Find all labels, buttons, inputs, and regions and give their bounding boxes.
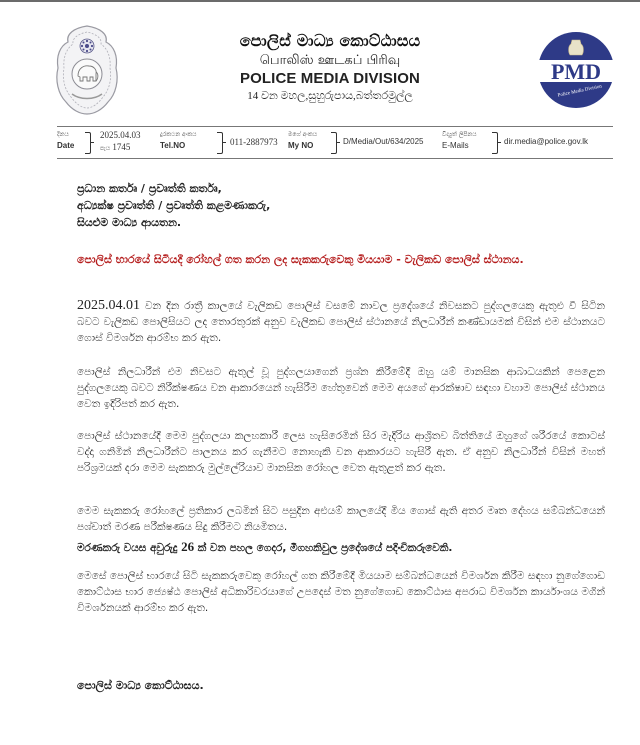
paragraph-6: මෙසේ පොලිස් භාරයේ සිටි සැකකරුවෙකු රෝහල් ගත කිරීමේදී මියයාම සම්බන්ධයෙන් විමර්ශන කිරීම සඳහා නුගේගොඩ කොට්ඨාස භාර ජ්‍යෙෂ්ඨ පොලිස් අධිකාරිවරයාගේ උපදෙස් මත නුගේගොඩ කොට්ඨාස අපරාධ විමර්ශන කාර්යාංශය මගින් විමර්ශනයක් ආරම්භ කර ඇත. [77,570,605,614]
date-value: 2025.04.03 [100,130,141,140]
age-value: 26 [181,539,195,554]
paragraph-5: මරණකරු වයස අවුරුදු 26 ක් වන පහල ගෙදර, මීගහකිවුල ප්‍රදේශයේ පදිංචිකරුවෙකි. [77,539,453,554]
recipients [77,180,605,231]
brace-decoration [331,132,337,154]
paragraph-1: 2025.04.01 වන දින රාත්‍රී කාලයේ වැලිකඩ පොලිස් වසමේ නාවල ප්‍රදේශයේ නිවසකට පුද්ගලයෙකු ඇතුළු වී සිටින බවට වැලිකඩ පොලිසියට ලද තොරතුරක් අනුව වැලිකඩ පොලිස් ස්ථානයේ නිලධාරීන් කණ්ඩායමක් විසින් එම ස්ථානයට ගොස් විමර්ශන ආරම්භ කර ඇත. [77,298,605,344]
svg-text:Police Media Division: Police Media Division [557,84,603,99]
title-sinhala: පොලිස් මාධ්‍ය කොට්ඨාසය [239,31,421,50]
letterhead-titles [180,30,480,104]
meta-bottom-rule [57,158,613,159]
meta-myno-value [343,129,443,157]
letterhead [10,8,630,120]
brace-decoration [85,132,91,154]
reference-number: D/Media/Out/634/2025 [343,137,424,146]
incident-date: 2025.04.01 [77,298,140,313]
paragraph-3: පොලිස් ස්ථානයේදී මෙම පුද්ගලයා කලහකාරී ලෙස හැසිරෙමින් සිර මැදිරිය ආශ්‍රිතව බිත්තියේ ඔහුගේ ශරීරයේ කොටස් වද්දා ගනිමින් නිලධාරීන්ට පාලනය කර ගැනීමට නොහැකි වන ආකාරයට හැසිරී ඇත. ඒ අනුව නිලධාරීන් විසින් මහත් පරිශ්‍රමයක් දරා මෙම සැකකරු මුල්ලේරියාව මානසික රෝහල වෙත ඇතුළත් කර ඇත. [77,430,605,474]
recipient-line: ප්‍රධාන කර්තෘ / ප්‍රවෘත්ති කර්තෘ, [77,182,222,195]
address: 14 වන මහල,සුහුරුපාය,බත්තරමුල්ල [247,90,413,102]
meta-date-labels: දිනය Date [57,129,97,157]
time-value: 1745 [112,142,131,152]
brace-decoration [217,132,223,154]
paragraph-2: පොලිස් නිලධාරීන් එම නිවසට ඇතුල් වූ පුද්ගලයාගෙන් ප්‍රශ්න කිරීමේදී ඔහු යම් මානසික ආබාධයකින් පෙළෙන පුද්ගලයෙකු බවට නිරීක්ෂණය වන ආකාරයෙන් හැසිරීම හේතුවෙන් මෙම අයගේ ආරක්ෂාව සඳහා වහාම පොලිස් ස්ථානය වෙත ඉදිරිපත් කර ඇත. [77,366,605,410]
meta-top-rule [57,126,613,127]
title-tamil: பொலிஸ் ஊடகப் பிரிவு [259,53,401,68]
brace-decoration [492,132,498,154]
police-emblem-icon [52,24,122,116]
meta-tel-value [230,129,296,157]
email-link[interactable]: dir.media@police.gov.lk [504,137,589,146]
meta-email-value [504,129,614,157]
title-english: POLICE MEDIA DIVISION [240,70,420,87]
subject-heading: පොලිස් භාරයේ සිටියදී රෝහල් ගත කරන ලද සැකකරුවෙකු මියයාම - වැලිකඩ පොලිස් ස්ථානය. [77,253,524,266]
tel-value: 011-2887973 [230,137,278,147]
window-top-border [0,0,640,2]
pmd-logo-icon [536,30,616,110]
paragraph-4: මෙම සැකකරු රෝහලේ ප්‍රතිකාර ලබමින් සිට පසුදින අළුයම් කාලයේදී මිය ගොස් ඇති අතර මෘත දේහය සම්බන්ධයෙන් පශ්චාත් මරණ පරීක්ෂණය සිදු කිරීමට නියමිතය. [77,505,605,533]
press-release-document [10,8,630,743]
meta-tel-labels: දුරකථන අංකය Tel.NO [160,129,224,157]
signature: පොලිස් මාධ්‍ය කොට්ඨාසය. [77,679,204,692]
recipient-line: අධ්‍යක්ෂ ප්‍රවෘත්ති / ප්‍රවෘත්ති කළමණාකරු, [77,199,271,212]
svg-text:PMD: PMD [550,59,602,84]
meta-date-values: 2025.04.03 පැය 1745 [100,129,156,157]
meta-myno-labels: මගේ අංකය My NO [288,129,338,157]
meta-email-labels: විද්‍යුත් ලිපිනය E-Mails [442,129,502,157]
recipient-line: සියළුම මාධ්‍ය ආයතන. [77,216,182,229]
